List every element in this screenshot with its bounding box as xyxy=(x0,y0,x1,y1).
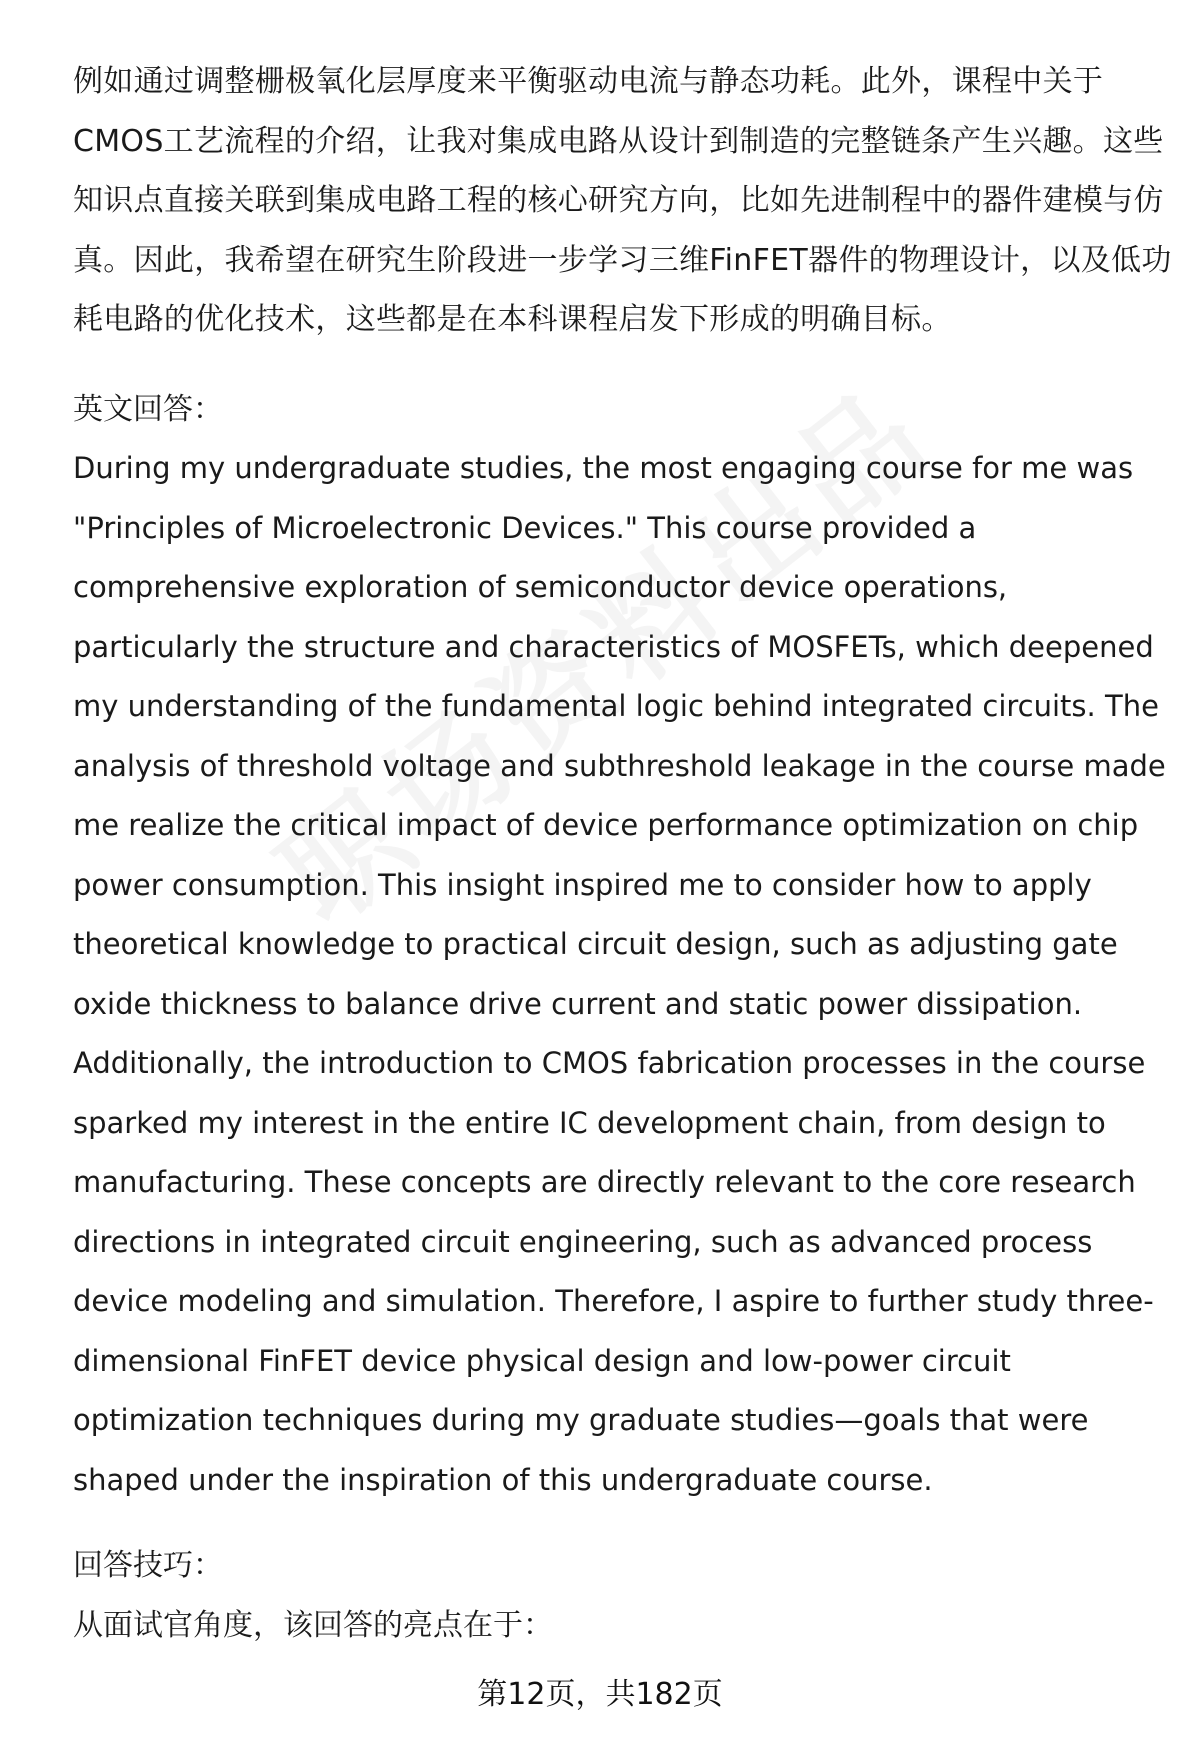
text-line: optimization techniques during my graduate studies—goals that were xyxy=(73,1403,1089,1437)
text-line: "Principles of Microelectronic Devices." This course provided a xyxy=(73,510,977,545)
text-line: device modeling and simulation. Therefore, I aspire to further study three- xyxy=(73,1284,1154,1318)
text-line: directions in integrated circuit engineering, such as advanced process xyxy=(73,1224,1093,1259)
text-line: 例如通过调整栅极氧化层厚度来平衡驱动电流与静态功耗。此外，课程中关于 xyxy=(73,64,1104,99)
text-line: comprehensive exploration of semiconductor device operations, xyxy=(73,570,1008,604)
text-line: analysis of threshold voltage and subthreshold leakage in the course made xyxy=(73,748,1166,783)
page-content xyxy=(73,52,1172,1655)
page-number: 第12页，共182页 xyxy=(477,1677,723,1712)
text-line: 知识点直接关联到集成电路工程的核心研究方向，比如先进制程中的器件建模与仿 xyxy=(73,183,1164,218)
english-answer-paragraph xyxy=(73,439,1166,1510)
text-line: me realize the critical impact of device performance optimization on chip xyxy=(73,808,1139,842)
answer-tips-label: 回答技巧： xyxy=(73,1548,223,1583)
text-line: theoretical knowledge to practical circuit design, such as adjusting gate xyxy=(73,927,1118,961)
text-line: power consumption. This insight inspired me to consider how to apply xyxy=(73,867,1092,902)
text-line: dimensional FinFET device physical design and low-power circuit xyxy=(73,1343,1011,1378)
text-line: CMOS工艺流程的介绍，让我对集成电路从设计到制造的完整链条产生兴趣。这些 xyxy=(73,123,1164,159)
english-answer-label: 英文回答： xyxy=(73,391,223,427)
text-line: 耗电路的优化技术，这些都是在本科课程启发下形成的明确目标。 xyxy=(73,302,952,337)
answer-tips-intro: 从面试官角度，该回答的亮点在于： xyxy=(73,1607,553,1643)
chinese-paragraph xyxy=(73,52,1172,350)
text-line: manufacturing. These concepts are directly relevant to the core research xyxy=(73,1165,1136,1199)
text-line: particularly the structure and characteristics of MOSFETs, which deepened xyxy=(73,629,1154,664)
text-line: sparked my interest in the entire IC development chain, from design to xyxy=(73,1105,1106,1140)
text-line: oxide thickness to balance drive current and static power dissipation. xyxy=(73,986,1083,1021)
text-line: Additionally, the introduction to CMOS fabrication processes in the course xyxy=(73,1046,1146,1080)
text-line: During my undergraduate studies, the most engaging course for me was xyxy=(73,451,1134,485)
text-line: my understanding of the fundamental logic behind integrated circuits. The xyxy=(73,689,1159,723)
text-line: shaped under the inspiration of this undergraduate course. xyxy=(73,1462,933,1497)
text-line: 真。因此，我希望在研究生阶段进一步学习三维FinFET器件的物理设计，以及低功 xyxy=(73,242,1172,278)
